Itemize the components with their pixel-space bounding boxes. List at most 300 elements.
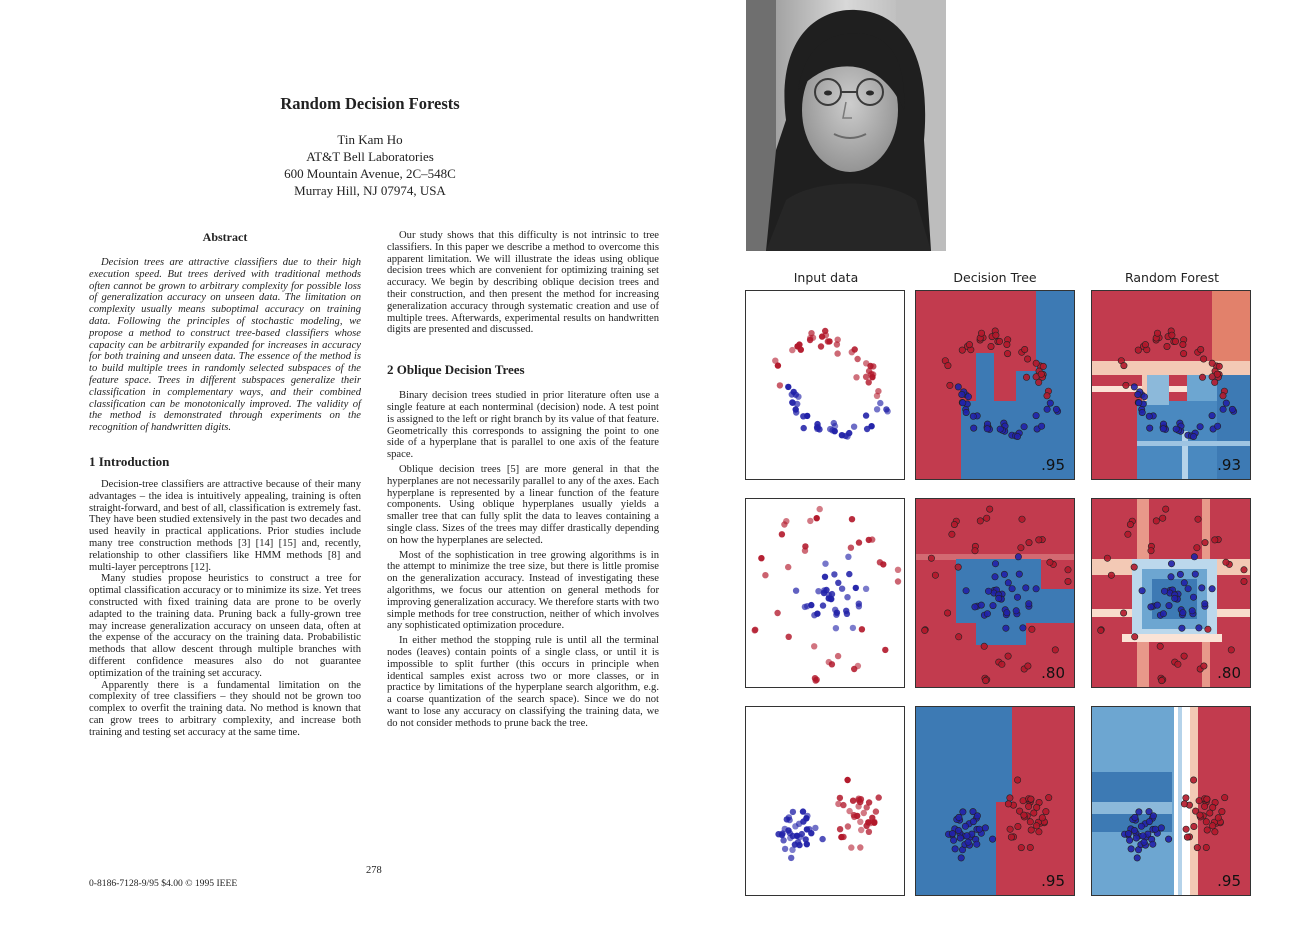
decision-tree-score-row-3: .95 — [1041, 872, 1065, 890]
data-point — [932, 572, 938, 578]
data-point — [779, 531, 785, 537]
data-point — [1160, 426, 1166, 432]
data-point — [1146, 818, 1152, 824]
data-point — [849, 516, 855, 522]
data-point — [1104, 555, 1110, 561]
data-point — [1135, 391, 1141, 397]
data-point — [845, 554, 851, 560]
data-point — [863, 412, 869, 418]
data-point — [856, 539, 862, 545]
data-point — [1209, 412, 1215, 418]
data-point — [1028, 796, 1034, 802]
data-point — [1046, 794, 1052, 800]
data-point — [1038, 371, 1044, 377]
data-point — [804, 813, 810, 819]
scatter-row-3-input — [746, 707, 905, 896]
data-point — [971, 425, 977, 431]
data-point — [978, 330, 984, 336]
data-point — [1120, 610, 1126, 616]
column-title-decision-tree: Decision Tree — [953, 270, 1037, 285]
data-point — [1131, 564, 1137, 570]
data-point — [962, 823, 968, 829]
data-point — [785, 384, 791, 390]
data-point — [834, 610, 840, 616]
data-point — [861, 810, 867, 816]
data-point — [855, 803, 861, 809]
data-point — [794, 833, 800, 839]
data-point — [1028, 827, 1034, 833]
data-point — [1036, 379, 1042, 385]
data-point — [1005, 801, 1011, 807]
data-point — [1180, 610, 1186, 616]
data-point — [850, 798, 856, 804]
data-point — [1161, 588, 1167, 594]
data-point — [947, 382, 953, 388]
data-point — [815, 588, 821, 594]
scatter-row-1-input — [746, 291, 905, 480]
data-point — [801, 425, 807, 431]
data-point — [779, 830, 785, 836]
data-point — [788, 855, 794, 861]
data-point — [1044, 393, 1050, 399]
data-point — [831, 571, 837, 577]
data-point — [863, 586, 869, 592]
data-point — [1131, 827, 1137, 833]
data-point — [792, 823, 798, 829]
data-point — [1040, 363, 1046, 369]
data-point — [974, 813, 980, 819]
data-point — [1018, 844, 1024, 850]
data-point — [1043, 808, 1049, 814]
data-point — [1018, 545, 1024, 551]
data-point — [1241, 578, 1247, 584]
data-point — [814, 426, 820, 432]
data-point — [775, 362, 781, 368]
data-point — [813, 677, 819, 683]
data-point — [1014, 594, 1020, 600]
data-point — [1205, 626, 1211, 632]
data-point — [1220, 406, 1226, 412]
data-point — [866, 829, 872, 835]
data-point — [966, 341, 972, 347]
data-point — [782, 846, 788, 852]
data-point — [852, 346, 858, 352]
data-point — [1203, 819, 1209, 825]
data-point — [1139, 588, 1145, 594]
data-point — [839, 586, 845, 592]
data-point — [808, 330, 814, 336]
data-point — [1212, 379, 1218, 385]
data-point — [1185, 586, 1191, 592]
abstract-heading: Abstract — [202, 230, 248, 244]
data-point — [987, 506, 993, 512]
data-point — [1135, 347, 1141, 353]
data-point — [818, 343, 824, 349]
random-forest-panel-row-1 — [1091, 290, 1251, 480]
data-point — [982, 825, 988, 831]
data-point — [1199, 585, 1205, 591]
data-point — [957, 835, 963, 841]
data-point — [781, 521, 787, 527]
data-point — [1199, 374, 1205, 380]
data-point — [882, 647, 888, 653]
data-point — [1125, 531, 1131, 537]
data-point — [978, 602, 984, 608]
data-point — [1184, 834, 1190, 840]
data-point — [802, 604, 808, 610]
data-point — [1228, 647, 1234, 653]
data-point — [922, 627, 928, 633]
data-point — [857, 844, 863, 850]
data-point — [972, 604, 978, 610]
random-forest-score-row-2: .80 — [1217, 664, 1241, 682]
data-point — [1181, 653, 1187, 659]
data-point — [793, 409, 799, 415]
classifier-comparison-figure — [745, 270, 1241, 910]
data-point — [855, 663, 861, 669]
data-point — [1029, 626, 1035, 632]
data-point — [977, 518, 983, 524]
data-point — [838, 834, 844, 840]
section-2-paragraph-2: Oblique decision trees [5] are more general in that the hyperplanes are not necessarily parallel to any of the axes. Each hyperplane is represented by a linear function of the feature components. Using oblique hyperplanes usually yields a smaller tree that can fully split the data to leaves containing a single class. Sizes of the trees may differ drastically depending on how the hyperplanes are selected. — [387, 463, 659, 546]
data-point — [1203, 844, 1209, 850]
data-point — [1053, 406, 1059, 412]
data-point — [952, 846, 958, 852]
data-point — [834, 350, 840, 356]
data-point — [812, 825, 818, 831]
data-point — [1212, 829, 1218, 835]
scatter-row-2-tree — [916, 499, 1075, 688]
data-point — [1192, 571, 1198, 577]
data-point — [993, 332, 999, 338]
input-data-panel-row-3 — [745, 706, 905, 896]
data-point — [1015, 823, 1021, 829]
data-point — [857, 819, 863, 825]
data-point — [1132, 814, 1138, 820]
decision-tree-score-row-2: .80 — [1041, 664, 1065, 682]
data-point — [1026, 601, 1032, 607]
data-point — [1003, 625, 1009, 631]
data-point — [1160, 611, 1166, 617]
data-point — [789, 391, 795, 397]
data-point — [868, 371, 874, 377]
data-point — [1168, 561, 1174, 567]
data-point — [868, 423, 874, 429]
data-point — [833, 625, 839, 631]
data-point — [822, 574, 828, 580]
data-point — [1158, 825, 1164, 831]
right-column — [387, 230, 659, 729]
data-point — [1168, 574, 1174, 580]
data-point — [960, 400, 966, 406]
data-point — [984, 515, 990, 521]
data-point — [1138, 823, 1144, 829]
data-point — [787, 835, 793, 841]
data-point — [1209, 823, 1215, 829]
data-point — [1215, 815, 1221, 821]
data-point — [785, 827, 791, 833]
data-point — [854, 356, 860, 362]
data-point — [1241, 567, 1247, 573]
data-point — [785, 564, 791, 570]
input-data-panel-row-2 — [745, 498, 905, 688]
right-paragraph-1: Our study shows that this difficulty is not intrinsic to tree classifiers. In this paper we describe a method to overcome this apparent limitation. We will illustrate the ideas using oblique decision trees which are convenient for optimizing training set accuracy. We begin by describing oblique decision trees and their construction, and then present the method for increasing generalization accuracy through systematic creation and use of multiple trees. Afterwards, experimental results on handwritten digits are presented and discussed. — [387, 230, 659, 336]
data-point — [972, 548, 978, 554]
data-point — [1150, 813, 1156, 819]
data-point — [1024, 356, 1030, 362]
data-point — [950, 837, 956, 843]
data-point — [1014, 433, 1020, 439]
data-point — [981, 643, 987, 649]
column-title-random-forest: Random Forest — [1124, 270, 1220, 285]
data-point — [1150, 841, 1156, 847]
data-point — [984, 426, 990, 432]
data-point — [1214, 371, 1220, 377]
intro-paragraph-3: Apparently there is a fundamental limitation on the complexity of tree classifiers – they should not be grown too complex to overfit the training data. No method is known that can grow trees to arbitrary complexity, and increase both training and testing set accuracy at the same time. — [89, 679, 361, 738]
data-point — [1204, 827, 1210, 833]
data-point — [835, 801, 841, 807]
data-point — [844, 433, 850, 439]
data-point — [1127, 521, 1133, 527]
data-point — [793, 588, 799, 594]
data-point — [856, 601, 862, 607]
data-point — [958, 855, 964, 861]
data-point — [874, 406, 880, 412]
data-point — [786, 814, 792, 820]
data-point — [1154, 330, 1160, 336]
scatter-row-3-forest — [1092, 707, 1251, 896]
paper-address-line-2: Murray Hill, NJ 07974, USA — [294, 183, 446, 198]
data-point — [864, 804, 870, 810]
data-point — [808, 602, 814, 608]
data-point — [822, 561, 828, 567]
data-point — [1009, 586, 1015, 592]
data-point — [895, 567, 901, 573]
data-point — [1022, 346, 1028, 352]
decision-tree-panel-row-1 — [915, 290, 1075, 480]
data-point — [1191, 554, 1197, 560]
data-point — [1007, 795, 1013, 801]
data-point — [851, 812, 857, 818]
data-point — [1152, 826, 1158, 832]
decision-tree-score-row-1: .95 — [1041, 456, 1065, 474]
data-point — [1015, 554, 1021, 560]
data-point — [829, 661, 835, 667]
scatter-row-2-input — [746, 499, 905, 688]
data-point — [1169, 332, 1175, 338]
paper-affiliation: AT&T Bell Laboratories — [306, 149, 434, 164]
section-2-paragraph-4: In either method the stopping rule is until all the terminal nodes (leaves) contain points of a single class, or until it is impossible to split further (this occurs in principle when identical samples exist across two or more classes, or in practice by limitations of the hyperplane search algorithm, e.g. a coarse quantization of the search space). Since we do not want to lose any accuracy on classifying the training data, we do not consider methods to prune back the tree. — [387, 635, 659, 729]
data-point — [846, 571, 852, 577]
data-point — [1031, 810, 1037, 816]
data-point — [804, 841, 810, 847]
data-point — [762, 572, 768, 578]
data-point — [1153, 518, 1159, 524]
data-point — [984, 611, 990, 617]
data-point — [814, 515, 820, 521]
data-point — [777, 382, 783, 388]
data-point — [820, 602, 826, 608]
data-point — [883, 406, 889, 412]
data-point — [866, 379, 872, 385]
data-point — [1033, 823, 1039, 829]
data-point — [1177, 571, 1183, 577]
data-point — [996, 338, 1002, 344]
data-point — [869, 815, 875, 821]
data-point — [1132, 634, 1138, 640]
scatter-row-3-tree — [916, 707, 1075, 896]
data-point — [802, 548, 808, 554]
data-point — [970, 818, 976, 824]
data-point — [1148, 548, 1154, 554]
data-point — [1021, 812, 1027, 818]
data-point — [1189, 608, 1195, 614]
data-point — [1166, 602, 1172, 608]
data-point — [1025, 663, 1031, 669]
data-point — [1141, 394, 1147, 400]
data-point — [823, 332, 829, 338]
data-point — [752, 627, 758, 633]
data-point — [790, 400, 796, 406]
data-point — [858, 827, 864, 833]
data-point — [873, 808, 879, 814]
data-point — [1201, 663, 1207, 669]
paper-author: Tin Kam Ho — [337, 132, 403, 147]
data-point — [1200, 356, 1206, 362]
data-point — [876, 794, 882, 800]
data-point — [1202, 539, 1208, 545]
data-point — [970, 413, 976, 419]
data-point — [1204, 796, 1210, 802]
data-point — [826, 595, 832, 601]
data-point — [870, 363, 876, 369]
data-point — [1165, 836, 1171, 842]
data-point — [1195, 516, 1201, 522]
data-point — [1126, 837, 1132, 843]
data-point — [1157, 643, 1163, 649]
data-point — [837, 795, 843, 801]
data-point — [955, 827, 961, 833]
data-point — [1036, 537, 1042, 543]
data-point — [1209, 586, 1215, 592]
data-point — [999, 661, 1005, 667]
data-point — [863, 823, 869, 829]
data-point — [1004, 341, 1010, 347]
data-point — [965, 839, 971, 845]
data-point — [1121, 362, 1127, 368]
data-point — [1027, 844, 1033, 850]
data-point — [949, 830, 955, 836]
data-point — [1190, 777, 1196, 783]
section-2-heading: 2 Oblique Decision Trees — [387, 362, 525, 378]
section-2-paragraph-3: Most of the sophistication in tree growing algorithms is in the attempt to minimize the tree size, but there is little promise on the generalization accuracy. Instead of investigating these algorithms, we focus our attention on general methods for improving generalization accuracy. We therefore starts with two simple methods for tree construction, neither of which involves any sophisticated optimization procedure. — [387, 549, 659, 632]
data-point — [1196, 625, 1202, 631]
data-point — [1065, 567, 1071, 573]
data-point — [1194, 545, 1200, 551]
column-title-input-data: Input data — [793, 270, 859, 285]
data-point — [1007, 826, 1013, 832]
data-point — [1214, 423, 1220, 429]
data-point — [1201, 803, 1207, 809]
data-point — [874, 393, 880, 399]
decision-tree-panel-row-2 — [915, 498, 1075, 688]
data-point — [1180, 341, 1186, 347]
data-point — [1136, 809, 1142, 815]
random-forest-score-row-3: .95 — [1217, 872, 1241, 890]
data-point — [1159, 677, 1165, 683]
data-point — [800, 413, 806, 419]
data-point — [851, 424, 857, 430]
data-point — [1160, 515, 1166, 521]
decision-tree-panel-row-3 — [915, 706, 1075, 896]
data-point — [834, 341, 840, 347]
data-point — [1183, 795, 1189, 801]
data-point — [817, 506, 823, 512]
data-point — [845, 823, 851, 829]
data-point — [928, 555, 934, 561]
data-point — [1128, 846, 1134, 852]
data-point — [974, 841, 980, 847]
data-point — [955, 564, 961, 570]
data-point — [843, 608, 849, 614]
data-point — [1013, 608, 1019, 614]
data-point — [1164, 343, 1170, 349]
data-point — [1139, 409, 1145, 415]
scatter-row-2-forest — [1092, 499, 1251, 688]
data-point — [835, 580, 841, 586]
random-forest-panel-row-2 — [1091, 498, 1251, 688]
data-point — [1023, 585, 1029, 591]
data-point — [786, 634, 792, 640]
scatter-row-1-forest — [1092, 291, 1251, 480]
data-point — [1134, 855, 1140, 861]
data-point — [826, 338, 832, 344]
data-point — [1229, 406, 1235, 412]
data-point — [997, 426, 1003, 432]
data-point — [1036, 829, 1042, 835]
data-point — [1198, 346, 1204, 352]
data-point — [1004, 610, 1010, 616]
intro-paragraph-2: Many studies propose heuristics to construct a tree for optimal classification accuracy or to minimize its size. Yet trees constructed with fixed training data are prone to be overly adapted to the training data. Pruning back a fully-grown tree may increase generalization accuracy on unseen data, often at the expense of the accuracy on the training data. Probabilistic methods that allow descent through multiple branches with different confidence measures also do not guarantee optimization of the training set accuracy. — [89, 573, 361, 679]
data-point — [790, 809, 796, 815]
data-point — [1033, 586, 1039, 592]
page-number: 278 — [366, 865, 382, 876]
data-point — [758, 555, 764, 561]
data-point — [1023, 374, 1029, 380]
data-point — [989, 836, 995, 842]
data-point — [1065, 578, 1071, 584]
data-point — [1180, 350, 1186, 356]
data-point — [1019, 516, 1025, 522]
data-point — [877, 400, 883, 406]
data-point — [960, 809, 966, 815]
data-point — [895, 578, 901, 584]
data-point — [1197, 424, 1203, 430]
data-point — [795, 839, 801, 845]
data-point — [959, 391, 965, 397]
data-point — [1026, 539, 1032, 545]
data-point — [811, 643, 817, 649]
data-point — [959, 347, 965, 353]
random-forest-panel-row-3 — [1091, 706, 1251, 896]
data-point — [850, 625, 856, 631]
data-point — [963, 588, 969, 594]
data-point — [1190, 594, 1196, 600]
data-point — [835, 653, 841, 659]
data-point — [1044, 406, 1050, 412]
author-portrait-photo — [746, 0, 946, 251]
data-point — [848, 545, 854, 551]
